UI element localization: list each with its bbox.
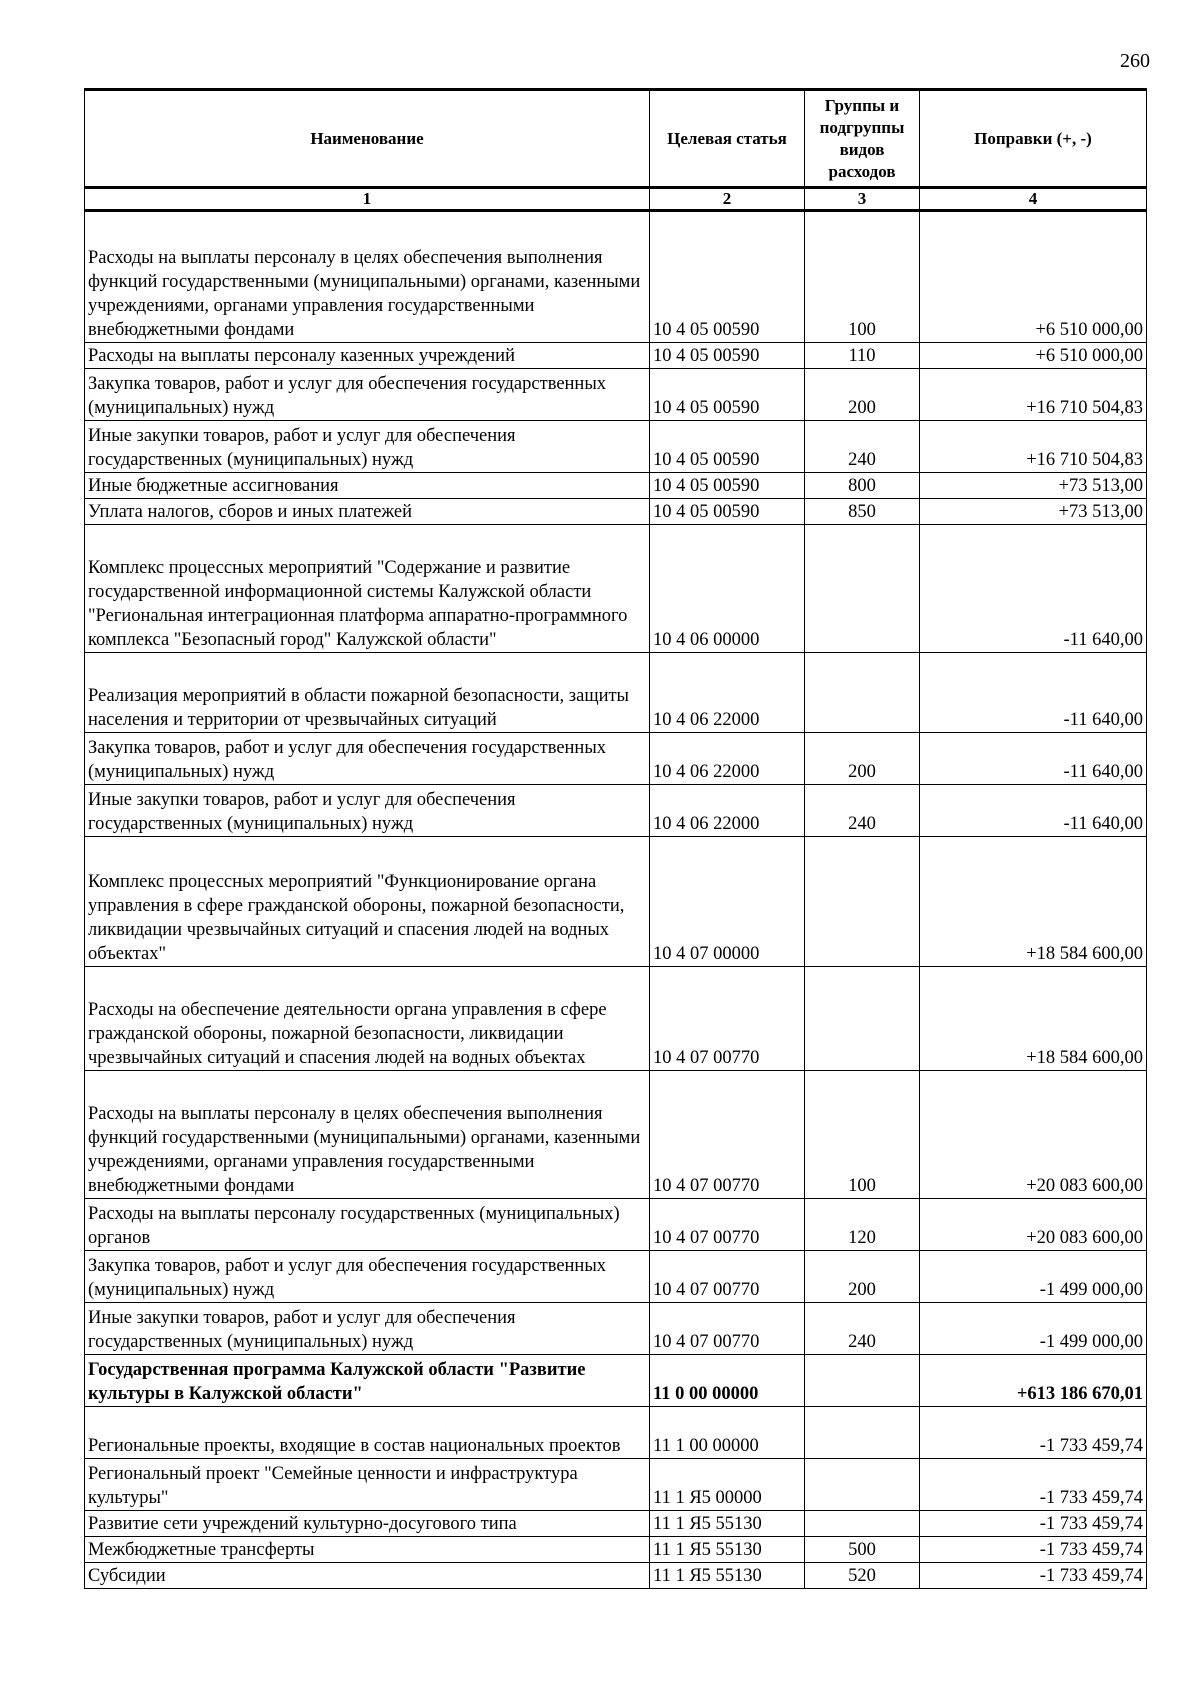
table-row bbox=[85, 343, 1147, 369]
row-name: Уплата налогов, сборов и иных платежей bbox=[85, 499, 650, 525]
row-expense-group bbox=[805, 837, 920, 967]
row-expense-group: 200 bbox=[805, 733, 920, 785]
row-target-code: 10 4 06 22000 bbox=[650, 785, 805, 837]
row-amount: +18 584 600,00 bbox=[920, 837, 1147, 967]
row-name: Закупка товаров, работ и услуг для обеспечения государственных (муниципальных) нужд bbox=[85, 1251, 650, 1303]
row-expense-group bbox=[805, 967, 920, 1071]
row-name: Иные закупки товаров, работ и услуг для обеспечения государственных (муниципальных) нужд bbox=[85, 1303, 650, 1355]
row-target-code: 10 4 05 00590 bbox=[650, 499, 805, 525]
row-target-code: 10 4 05 00590 bbox=[650, 211, 805, 343]
row-expense-group bbox=[805, 525, 920, 653]
column-number: 2 bbox=[650, 188, 805, 211]
row-expense-group bbox=[805, 1459, 920, 1511]
row-name: Развитие сети учреждений культурно-досугового типа bbox=[85, 1511, 650, 1537]
row-expense-group: 240 bbox=[805, 421, 920, 473]
budget-table bbox=[84, 88, 1147, 1589]
table-row bbox=[85, 653, 1147, 733]
row-name: Реализация мероприятий в области пожарной безопасности, защиты населения и территории от чрезвычайных ситуаций bbox=[85, 653, 650, 733]
column-number: 1 bbox=[85, 188, 650, 211]
row-name: Иные закупки товаров, работ и услуг для обеспечения государственных (муниципальных) нужд bbox=[85, 785, 650, 837]
table-row bbox=[85, 421, 1147, 473]
row-amount: -1 733 459,74 bbox=[920, 1407, 1147, 1459]
header-name: Наименование bbox=[85, 90, 650, 188]
row-name: Расходы на выплаты персоналу в целях обеспечения выполнения функций государственными (муниципальными) органами, казенными учреждениями, органами управления государственными внебюджетными фондами bbox=[85, 211, 650, 343]
row-target-code: 11 0 00 00000 bbox=[650, 1355, 805, 1407]
row-amount: +73 513,00 bbox=[920, 499, 1147, 525]
row-target-code: 11 1 Я5 00000 bbox=[650, 1459, 805, 1511]
row-expense-group bbox=[805, 1355, 920, 1407]
row-name: Государственная программа Калужской области "Развитие культуры в Калужской области" bbox=[85, 1355, 650, 1407]
row-name: Межбюджетные трансферты bbox=[85, 1537, 650, 1563]
table-row bbox=[85, 1071, 1147, 1199]
table-row bbox=[85, 211, 1147, 343]
page-number: 260 bbox=[1120, 50, 1150, 72]
row-amount: +20 083 600,00 bbox=[920, 1071, 1147, 1199]
table-row bbox=[85, 1407, 1147, 1459]
table-row bbox=[85, 967, 1147, 1071]
row-amount: -11 640,00 bbox=[920, 785, 1147, 837]
row-name: Иные закупки товаров, работ и услуг для обеспечения государственных (муниципальных) нужд bbox=[85, 421, 650, 473]
header-amendments: Поправки (+, -) bbox=[920, 90, 1147, 188]
table-row bbox=[85, 1459, 1147, 1511]
row-expense-group: 200 bbox=[805, 369, 920, 421]
row-expense-group: 240 bbox=[805, 785, 920, 837]
row-name: Расходы на выплаты персоналу в целях обеспечения выполнения функций государственными (муниципальными) органами, казенными учреждениями, органами управления государственными внебюджетными фондами bbox=[85, 1071, 650, 1199]
row-target-code: 10 4 07 00770 bbox=[650, 1071, 805, 1199]
row-target-code: 10 4 07 00770 bbox=[650, 1251, 805, 1303]
row-expense-group bbox=[805, 653, 920, 733]
row-amount: -1 733 459,74 bbox=[920, 1537, 1147, 1563]
row-name: Региональный проект "Семейные ценности и инфраструктура культуры" bbox=[85, 1459, 650, 1511]
table-row bbox=[85, 1563, 1147, 1589]
row-target-code: 11 1 Я5 55130 bbox=[650, 1563, 805, 1589]
row-amount: +18 584 600,00 bbox=[920, 967, 1147, 1071]
row-target-code: 10 4 07 00770 bbox=[650, 1303, 805, 1355]
row-amount: -1 733 459,74 bbox=[920, 1511, 1147, 1537]
row-amount: -1 733 459,74 bbox=[920, 1563, 1147, 1589]
row-expense-group: 110 bbox=[805, 343, 920, 369]
row-target-code: 10 4 07 00770 bbox=[650, 967, 805, 1071]
row-target-code: 10 4 07 00770 bbox=[650, 1199, 805, 1251]
row-amount: +16 710 504,83 bbox=[920, 369, 1147, 421]
row-name: Расходы на выплаты персоналу казенных учреждений bbox=[85, 343, 650, 369]
row-target-code: 10 4 06 22000 bbox=[650, 653, 805, 733]
row-amount: +73 513,00 bbox=[920, 473, 1147, 499]
row-target-code: 10 4 05 00590 bbox=[650, 473, 805, 499]
row-name: Иные бюджетные ассигнования bbox=[85, 473, 650, 499]
row-expense-group bbox=[805, 1511, 920, 1537]
row-amount: -11 640,00 bbox=[920, 733, 1147, 785]
row-name: Субсидии bbox=[85, 1563, 650, 1589]
column-number-row bbox=[85, 188, 1147, 211]
row-amount: +20 083 600,00 bbox=[920, 1199, 1147, 1251]
row-amount: +6 510 000,00 bbox=[920, 211, 1147, 343]
header-target: Целевая статья bbox=[650, 90, 805, 188]
row-target-code: 10 4 05 00590 bbox=[650, 421, 805, 473]
row-amount: -11 640,00 bbox=[920, 653, 1147, 733]
table-row bbox=[85, 499, 1147, 525]
column-number: 4 bbox=[920, 188, 1147, 211]
table-row bbox=[85, 1511, 1147, 1537]
row-name: Закупка товаров, работ и услуг для обеспечения государственных (муниципальных) нужд bbox=[85, 733, 650, 785]
table-row bbox=[85, 473, 1147, 499]
row-expense-group: 520 bbox=[805, 1563, 920, 1589]
row-target-code: 10 4 07 00000 bbox=[650, 837, 805, 967]
row-expense-group: 100 bbox=[805, 1071, 920, 1199]
row-target-code: 10 4 05 00590 bbox=[650, 369, 805, 421]
row-expense-group: 100 bbox=[805, 211, 920, 343]
row-name: Расходы на выплаты персоналу государственных (муниципальных) органов bbox=[85, 1199, 650, 1251]
row-expense-group: 120 bbox=[805, 1199, 920, 1251]
row-amount: -1 499 000,00 bbox=[920, 1303, 1147, 1355]
table-row bbox=[85, 1303, 1147, 1355]
row-target-code: 11 1 Я5 55130 bbox=[650, 1511, 805, 1537]
row-expense-group: 800 bbox=[805, 473, 920, 499]
table-row bbox=[85, 837, 1147, 967]
table-row bbox=[85, 369, 1147, 421]
row-expense-group: 500 bbox=[805, 1537, 920, 1563]
row-name: Комплекс процессных мероприятий "Содержание и развитие государственной информационной системы Калужской области "Региональная интеграционная платформа аппаратно-программного комплекса "Безопасный город" Калужской области" bbox=[85, 525, 650, 653]
table-row bbox=[85, 1537, 1147, 1563]
row-amount: +16 710 504,83 bbox=[920, 421, 1147, 473]
row-name: Региональные проекты, входящие в состав национальных проектов bbox=[85, 1407, 650, 1459]
row-target-code: 10 4 06 22000 bbox=[650, 733, 805, 785]
column-number: 3 bbox=[805, 188, 920, 211]
row-expense-group: 200 bbox=[805, 1251, 920, 1303]
row-target-code: 11 1 00 00000 bbox=[650, 1407, 805, 1459]
table-row bbox=[85, 1199, 1147, 1251]
table-row bbox=[85, 785, 1147, 837]
row-expense-group: 240 bbox=[805, 1303, 920, 1355]
row-amount: -1 733 459,74 bbox=[920, 1459, 1147, 1511]
row-amount: +6 510 000,00 bbox=[920, 343, 1147, 369]
table-row bbox=[85, 525, 1147, 653]
table-row bbox=[85, 733, 1147, 785]
row-name: Комплекс процессных мероприятий "Функционирование органа управления в сфере гражданской обороны, пожарной безопасности, ликвидации чрезвычайных ситуаций и спасения людей на водных объектах" bbox=[85, 837, 650, 967]
table-header-row bbox=[85, 90, 1147, 188]
row-amount: -1 499 000,00 bbox=[920, 1251, 1147, 1303]
row-name: Закупка товаров, работ и услуг для обеспечения государственных (муниципальных) нужд bbox=[85, 369, 650, 421]
row-name: Расходы на обеспечение деятельности органа управления в сфере гражданской обороны, пожарной безопасности, ликвидации чрезвычайных ситуаций и спасения людей на водных объектах bbox=[85, 967, 650, 1071]
header-groups: Группы и подгруппы видов расходов bbox=[805, 90, 920, 188]
row-target-code: 10 4 05 00590 bbox=[650, 343, 805, 369]
row-target-code: 10 4 06 00000 bbox=[650, 525, 805, 653]
row-target-code: 11 1 Я5 55130 bbox=[650, 1537, 805, 1563]
row-amount: +613 186 670,01 bbox=[920, 1355, 1147, 1407]
row-amount: -11 640,00 bbox=[920, 525, 1147, 653]
table-row bbox=[85, 1251, 1147, 1303]
table-row-program bbox=[85, 1355, 1147, 1407]
row-expense-group bbox=[805, 1407, 920, 1459]
row-expense-group: 850 bbox=[805, 499, 920, 525]
